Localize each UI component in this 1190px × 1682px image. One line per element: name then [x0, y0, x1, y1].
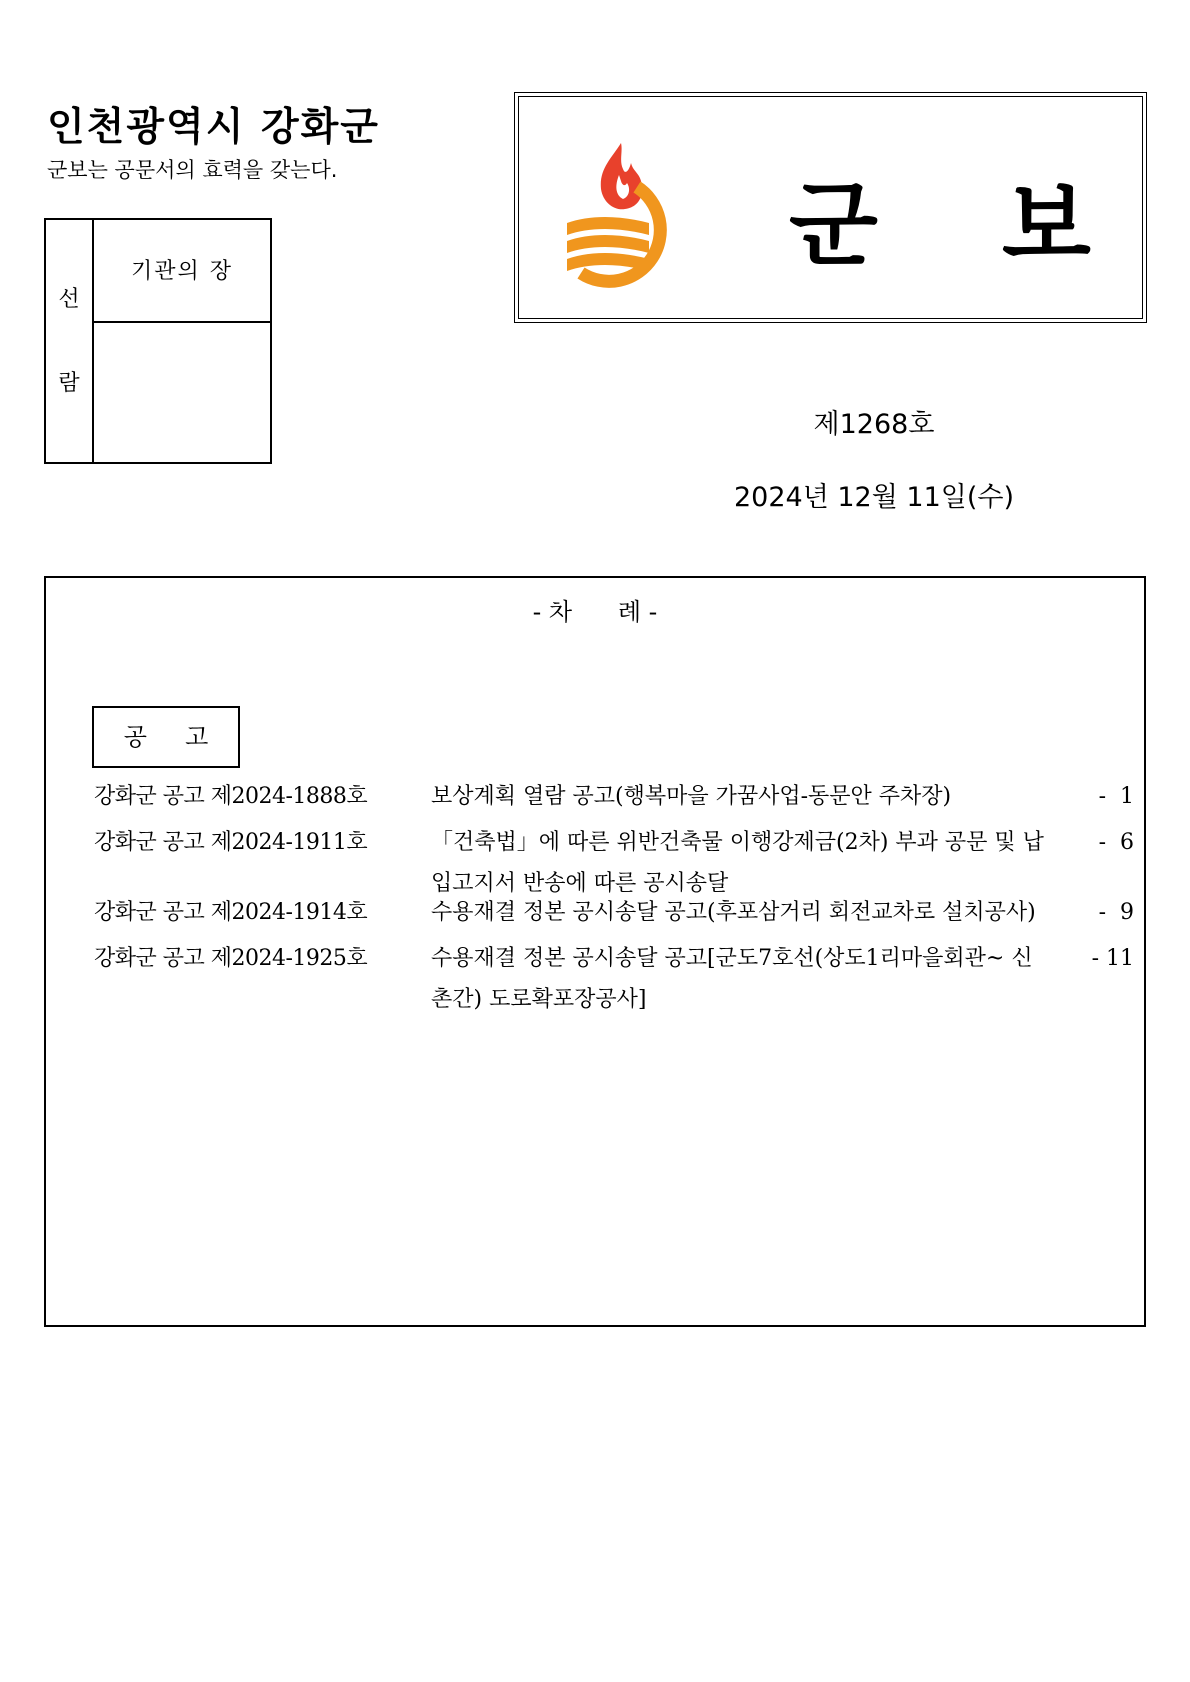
org-title: 인천광역시 강화군: [47, 105, 380, 150]
masthead-title-char-2: 보: [1002, 172, 1091, 279]
page-number: - 11: [1091, 946, 1134, 971]
masthead-box: [514, 92, 1147, 323]
circulation-label-char-2: 람: [58, 371, 80, 396]
toc-entry[interactable]: [46, 938, 1144, 1018]
notice-number: 강화군 공고 제2024-1911호: [94, 830, 368, 855]
page-number: - 9: [1098, 900, 1134, 925]
toc-entry[interactable]: [46, 822, 1144, 902]
notice-number: 강화군 공고 제2024-1925호: [94, 946, 368, 971]
legal-effect-notice: 군보는 공문서의 효력을 갖는다.: [47, 158, 338, 182]
issue-date: 2024년 12월 11일(수): [734, 482, 1014, 513]
table-of-contents: [44, 576, 1146, 1327]
circulation-stamp-box: [44, 218, 272, 464]
section-label-notices: 공 고: [92, 706, 240, 768]
issue-number: 제1268호: [813, 409, 935, 440]
notice-number: 강화군 공고 제2024-1888호: [94, 784, 368, 809]
circulation-label-char-1: 선: [58, 287, 80, 312]
gangwha-county-emblem-icon: [559, 141, 689, 291]
page-number: - 6: [1098, 830, 1134, 855]
notice-title: 보상계획 열람 공고(행복마을 가꿈사업-동문안 주차장): [431, 784, 952, 809]
agency-head-label: 기관의 장: [130, 259, 233, 284]
page-number: - 1: [1098, 784, 1134, 809]
notice-title: 수용재결 정본 공시송달 공고[군도7호선(상도1리마을회관~ 신촌간) 도로확포장공사]: [431, 946, 1033, 1012]
masthead-inner-border: [518, 96, 1143, 319]
agency-head-signature-area: [94, 323, 270, 462]
notice-title: 수용재결 정본 공시송달 공고(후포삼거리 회전교차로 설치공사): [431, 900, 1036, 925]
notice-title: 「건축법」에 따른 위반건축물 이행강제금(2차) 부과 공문 및 납입고지서 반송에 따른 공시송달: [431, 830, 1044, 896]
masthead-title-char-1: 군: [789, 172, 878, 279]
toc-title: - 차 례 -: [532, 598, 658, 626]
notice-number: 강화군 공고 제2024-1914호: [94, 900, 368, 925]
